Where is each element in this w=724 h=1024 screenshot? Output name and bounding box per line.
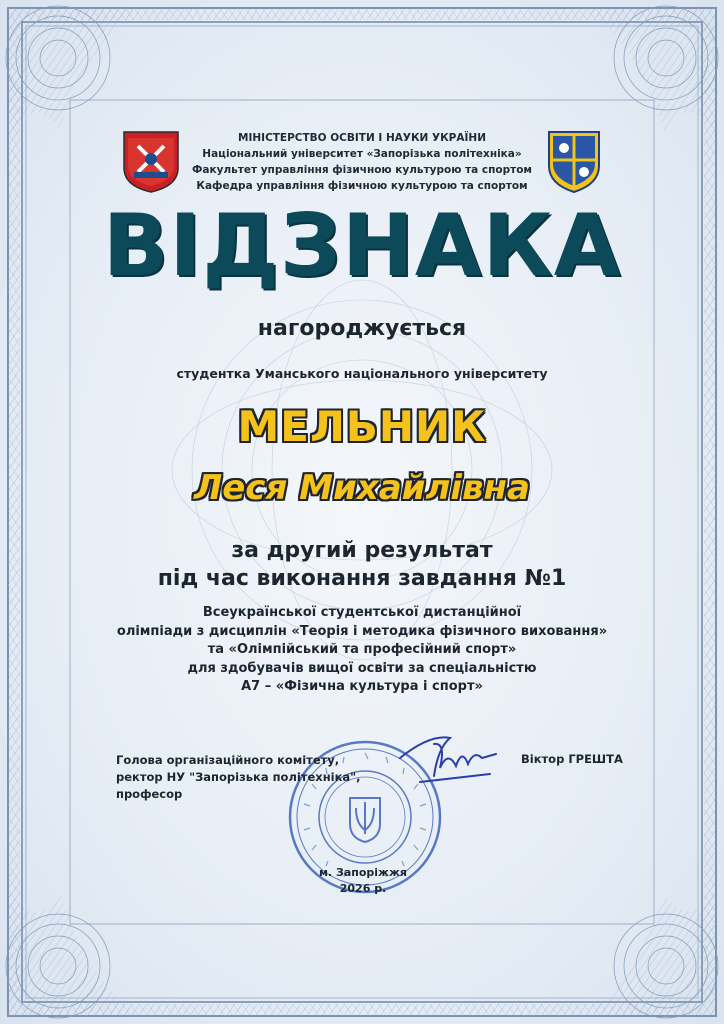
student-affiliation: студентка Уманського національного університету (176, 366, 548, 381)
university-name: Національний університет «Запорізька політехніка» (202, 148, 522, 160)
details-line-1: Всеукраїнської студентської дистанційної (202, 605, 522, 620)
awarded-label: нагороджується (257, 316, 467, 341)
achievement-line-1: за другий результат (231, 538, 493, 563)
signatory-name: Віктор ГРЕШТА (521, 752, 623, 766)
signatory-line-1: Голова організаційного комітету, (116, 753, 340, 767)
achievement (0, 537, 724, 593)
year: 2026 р. (339, 882, 387, 895)
certificate-title: ВІДЗНАКА (102, 196, 622, 296)
recipient-surname: МЕЛЬНИК (237, 402, 487, 451)
department-name: Кафедра управління фізичною культурою та спортом (196, 180, 528, 192)
signatory-line-3: професор (116, 787, 183, 801)
signatory-title (116, 752, 361, 803)
handwritten-signature (390, 728, 500, 790)
details-line-3: та «Олімпійський та професійний спорт» (207, 642, 517, 657)
signatory-line-2: ректор НУ "Запорізька політехніка", (116, 770, 361, 784)
details-line-4: для здобувачів вищої освіти за спеціальністю (187, 660, 537, 676)
ministry-name: МІНІСТЕРСТВО ОСВІТИ І НАУКИ УКРАЇНИ (238, 132, 486, 144)
recipient-given-name: Леся Михайлівна (194, 468, 530, 508)
place-and-date (318, 865, 408, 897)
achievement-line-2: під час виконання завдання №1 (157, 566, 567, 591)
competition-details (0, 604, 724, 697)
details-line-2: олімпіади з дисциплін «Теорія і методика фізичного виховання» (116, 623, 608, 639)
faculty-name: Факультет управління фізичною культурою та спортом (191, 164, 533, 176)
details-line-5: А7 – «Фізична культура і спорт» (241, 679, 483, 694)
place: м. Запоріжжя (319, 866, 407, 879)
institution-header (170, 130, 554, 194)
